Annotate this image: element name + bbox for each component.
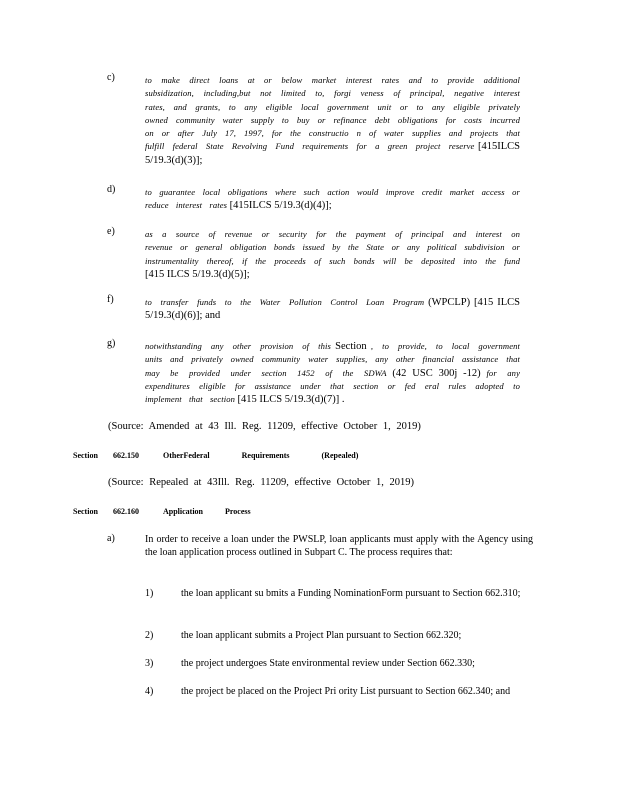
section-number: 662.160 — [113, 507, 139, 516]
item-statute-text: notwithstanding any other provision of this — [145, 341, 331, 351]
item-citation: (WPCLP) [415 ILCS 5/19.3(d)(6)]; and — [145, 297, 521, 322]
paragraph-text: In order to receive a loan under the PWSLP, loan applicants must apply with the Agency using the loan application process outlined in Subpart C. The process requires that: — [145, 534, 533, 558]
item-citation: [415 ILCS 5/19.3(d)(5)]; — [145, 268, 250, 280]
item-section-word: Section — [335, 341, 367, 352]
item-statute-text: for any expenditures eligible for assistance under that section or fed eral rules adopted to implement that section — [145, 367, 520, 405]
item-text — [145, 340, 520, 406]
section-title: Application Process — [163, 507, 251, 516]
step-text: the project be placed on the Project Pri ority List pursuant to Section 662.340; and — [181, 686, 511, 697]
item-statute-text: , to provide, to local government units and privately owned community water supplies, any other financial assistance that may be provided under section 1452 of the SDWA — [145, 341, 521, 378]
section-word: Section — [73, 507, 98, 516]
section-title: OtherFederal Requirements (Repealed) — [163, 451, 359, 460]
item-text — [145, 74, 520, 167]
item-label: c) — [107, 72, 115, 83]
step-label: 1) — [145, 588, 154, 599]
item-citation: [415ILCS 5/19.3(d)(4)]; — [229, 200, 332, 212]
source-note: (Source: Repealed at 43Ill. Reg. 11209, effective October 1, 2019) — [108, 477, 415, 488]
step-label: 2) — [145, 630, 154, 641]
paragraph-label: a) — [107, 533, 115, 544]
section-heading — [73, 507, 251, 516]
step-label: 3) — [145, 658, 154, 669]
step-label: 4) — [145, 686, 154, 697]
item-statute-text: to guarantee local obligations where such action would improve credit market access or reduce interest rates — [145, 187, 520, 211]
step-text: the loan applicant su bmits a Funding NominationForm pursuant to Section 662.310; — [181, 588, 521, 599]
item-label: f) — [107, 294, 114, 305]
item-citation: [415ILCS 5/19.3(d)(3)]; — [145, 141, 521, 166]
section-number: 662.150 — [113, 451, 139, 460]
item-statute-text: to make direct loans at or below market interest rates and to provide additional subsidization, including,but not limited to, forgi veness of principal, negative interest rates, and grants, to any eligible local government unit or to any eligible privately owned community water supply to buy or refinance debt obligations for costs incurred on or after July 17, 1997, for the constructio n of water supplies and projects that fulfill federal State Revolving Fund requirements for a green project reserve — [145, 75, 520, 152]
section-word: Section — [73, 451, 98, 460]
step-text: the project undergoes State environmental review under Section 662.330; — [181, 658, 475, 669]
item-statute-text: as a source of revenue or security for the payment of principal and interest on revenue or general obligation bonds issued by the State or any political subdivision or instrumentality thereof, if the proceeds of such bonds will be deposited into the fund — [145, 229, 520, 266]
item-label: d) — [107, 184, 116, 195]
step-text: the loan applicant submits a Project Plan pursuant to Section 662.320; — [181, 630, 462, 641]
item-text — [145, 228, 520, 281]
source-note: (Source: Amended at 43 Ill. Reg. 11209, effective October 1, 2019) — [108, 421, 421, 432]
item-citation: [415 ILCS 5/19.3(d)(7)] . — [237, 394, 345, 406]
item-usc-citation: (42 USC 300j -12) — [392, 367, 481, 379]
item-text — [145, 186, 520, 213]
item-statute-text: to transfer funds to the Water Pollution Control Loan Program — [145, 297, 425, 307]
item-text — [145, 296, 520, 323]
section-heading — [73, 451, 358, 460]
item-label: e) — [107, 226, 115, 237]
item-label: g) — [107, 338, 116, 349]
